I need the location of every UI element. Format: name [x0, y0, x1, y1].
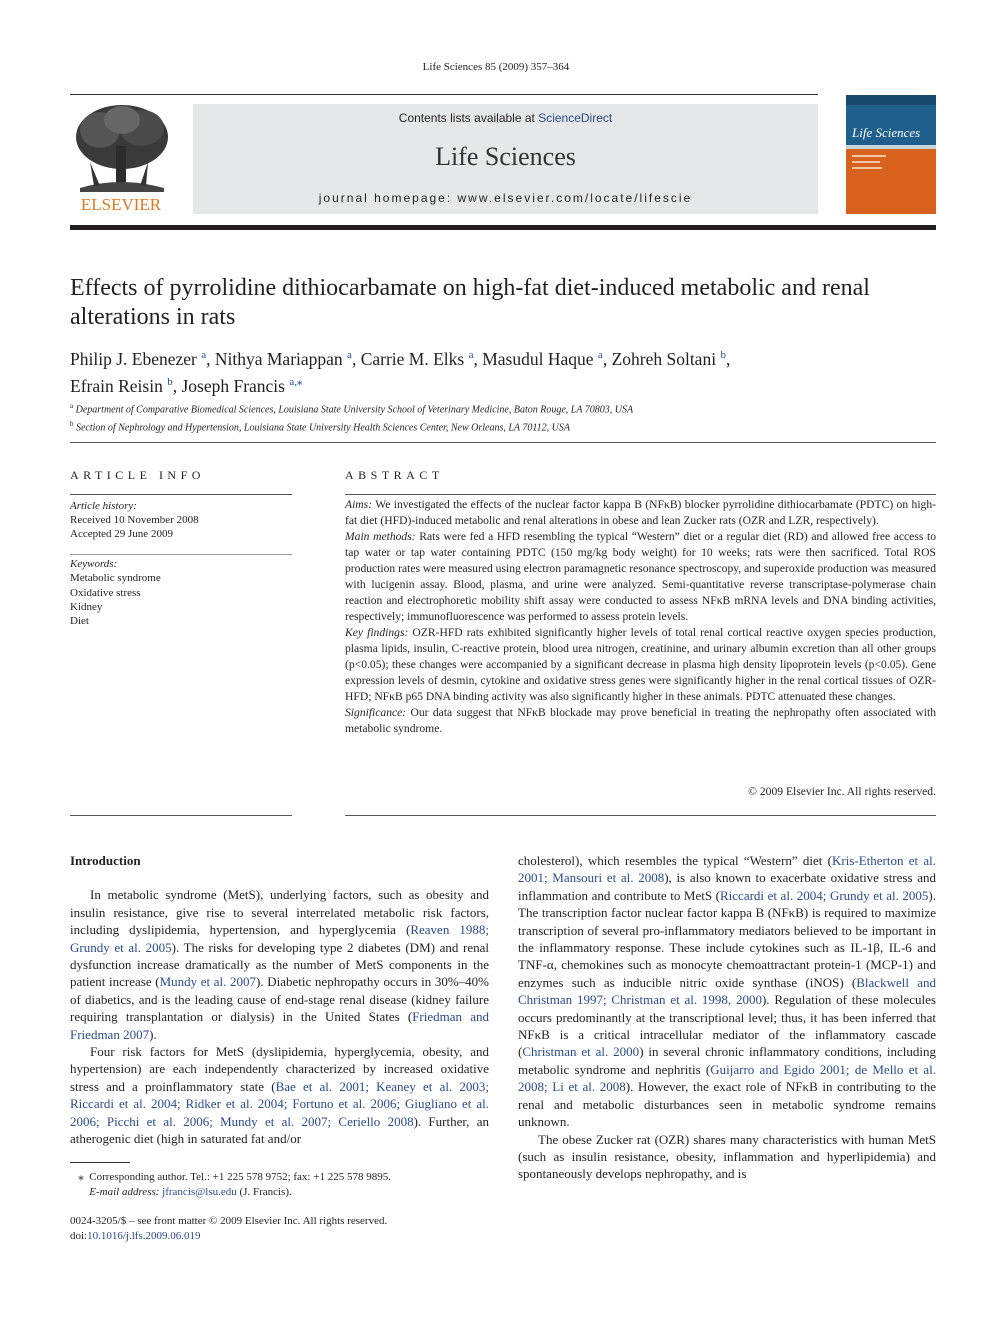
abstract-findings: Key findings: OZR-HFD rats exhibited significantly higher levels of total renal cortical reactive oxygen species production, plasma lipids, insulin, C-reactive protein, blood urea nitrogen, creatinine, and urinary albumin excretion than all other groups (p<0.05); these changes were accompanied by a significant decrease in plasma high density lipoprotein levels (p<0.05). Gene expression levels of desmin, cytokine and oxidative stress genes were significantly higher in the renal cortical tissues of OZR-HFD; NFκB p65 DNA binding activity was also significantly higher in these animals. PDTC attenuated these changes. [345, 626, 936, 703]
affiliations [70, 399, 940, 436]
citation-link[interactable]: Blackwell and Christman 1997; Christman et al. 1998, 2000 [518, 974, 936, 1008]
doi-link[interactable]: 10.1016/j.lfs.2009.06.019 [87, 1230, 201, 1242]
contents-prefix: Contents lists available at [398, 111, 539, 125]
author[interactable]: Masudul Haque $^a$ [482, 348, 603, 369]
citation-link[interactable]: Kris-Etherton et al. 2001; Mansouri et al. 2008 [518, 853, 936, 886]
affiliation-a: $^a$ Department of Comparative Biomedical Sciences, Louisiana State University School of Veterinary Medicine, Baton Rouge, LA 70803, USA [70, 402, 634, 416]
journal-header-box [193, 104, 818, 214]
keywords-label: Keywords: [70, 558, 118, 570]
abstract-text [345, 497, 936, 737]
keyword: Diet [70, 615, 89, 628]
footnote-rule [70, 1162, 130, 1163]
author[interactable]: Zohreh Soltani $^b$ [611, 348, 726, 369]
article-history [70, 499, 292, 541]
received-date: Received 10 November 2008 [70, 514, 199, 526]
corresponding-author-line: ⁎ Corresponding author. Tel.: +1 225 578 9752; fax: +1 225 578 9895. [70, 1171, 391, 1183]
issn-line: 0024-3205/$ – see front matter © 2009 Elsevier Inc. All rights reserved. [70, 1215, 388, 1227]
affiliation-b: $^b$ Section of Nephrology and Hypertension, Louisiana State University Health Sciences Center, New Orleans, LA 70112, USA [70, 420, 570, 434]
history-label: Article history: [70, 500, 137, 512]
abstract-aims: Aims: We investigated the effects of the nuclear factor kappa B (NFκB) blocker pyrrolidine dithiocarbamate (PDTC) on high-fat diet (HFD)-induced metabolic and renal alterations in obese and lean Zucker rats (OZR and LZR, respectively). [345, 498, 936, 527]
citation-link[interactable]: Mundy et al. 2007 [159, 974, 257, 990]
keywords [70, 557, 292, 628]
citation-link[interactable]: Guijarro and Egido 2001; de Mello et al. 2008; Li et al. 2008 [518, 1061, 936, 1095]
elsevier-tree-icon [70, 102, 172, 214]
section-heading-introduction: Introduction [70, 853, 141, 868]
info-top-rule [70, 442, 936, 443]
keyword: Oxidative stress [70, 586, 141, 599]
body-column-left [70, 852, 489, 1148]
abstract-methods: Main methods: Rats were fed a HFD resembling the typical “Western” diet or a regular diet (RD) and allowed free access to tap water or tap water containing PDTC (150 mg/kg body weight) for 10 weeks; rats were then sacrificed. Total ROS production rates were measured using electron paramagnetic resonance spectroscopy, and superoxide production was measured with lucigenin assay. Blood, plasma, and urine were analyzed. Semi-quantitative reverse transcriptase-polymerase chain reaction and electrophoretic mobility shift assay were conducted to assess NFκB mRNA levels and DNA binding activities, respectively; immunofluorescence was performed to assess protein levels. [345, 530, 936, 623]
author[interactable]: Philip J. Ebenezer $^a$ [70, 348, 207, 369]
copyright: © 2009 Elsevier Inc. All rights reserved. [748, 785, 936, 798]
abstract-heading: ABSTRACT [345, 468, 444, 482]
article-info-bottom-rule [70, 815, 292, 816]
journal-citation: Life Sciences 85 (2009) 357–364 [422, 61, 570, 73]
keyword: Kidney [70, 600, 103, 613]
paragraph: The obese Zucker rat (OZR) shares many characteristics with human MetS (such as insulin resistance, obesity, inflammation and hyperlipidemia) and spontaneously develops nephropathy, and is [518, 1131, 936, 1182]
elsevier-logo[interactable] [70, 102, 172, 214]
citation-link[interactable]: Riccardi et al. 2004; Grundy et al. 2005 [720, 887, 929, 903]
article-info-rule [70, 494, 292, 495]
author-list: Philip J. Ebenezer $^a$, Nithya Mariappan $^a$, Carrie M. Elks $^a$, Masudul Haque $^a$, Zohreh Soltani $^b$, Efrain Reisin $^b$, Joseph Francis $^{a,⁎}$ [70, 348, 731, 396]
cover-title: Life Sciences [852, 125, 921, 140]
body-column-right [518, 852, 936, 1183]
article-info-heading: ARTICLE INFO [70, 468, 205, 482]
author[interactable]: Efrain Reisin $^b$ [70, 375, 173, 396]
author[interactable]: Nithya Mariappan $^a$ [214, 348, 352, 369]
elsevier-wordmark: ELSEVIER [80, 195, 162, 214]
email-line: E-mail address: jfrancis@lsu.edu (J. Francis). [89, 1186, 292, 1198]
history-rule [70, 554, 292, 555]
citation-link[interactable]: Bae et al. 2001; Keaney et al. 2003; Riccardi et al. 2004; Ridker et al. 2004; Fortuno et al. 2006; Giugliano et al. 2006; Picchi et al. 2006; Mundy et al. 2007; Ceriello 2008 [70, 1078, 489, 1129]
paragraph: In metabolic syndrome (MetS), underlying factors, such as obesity and insulin resistance, give rise to several interrelated metabolic risk factors, including dyslipidemia, hypertension, and hyperglycemia (Reaven 1988; Grundy et al. 2005). The risks for developing type 2 diabetes (DM) and renal dysfunction increase dramatically as the number of MetS components in the patient increase (Mundy et al. 2007). Diabetic nephropathy occurs in 30%–40% of diabetics, and is the leading cause of end-stage renal disease (kidney failure requiring transplantation or dialysis) in the United States (Friedman and Friedman 2007). [70, 887, 490, 1042]
author[interactable]: Joseph Francis $^{a,⁎}$ [181, 375, 303, 396]
doi-line: doi:10.1016/j.lfs.2009.06.019 [70, 1230, 201, 1242]
author[interactable]: Carrie M. Elks $^a$ [360, 348, 474, 369]
email-link[interactable]: jfrancis@lsu.edu [162, 1186, 237, 1198]
paragraph: cholesterol), which resembles the typical “Western” diet (Kris-Etherton et al. 2001; Mansouri et al. 2008), is also known to exacerbate oxidative stress and inflammation and contribute to MetS (Riccardi et al. 2004; Grundy et al. 2005). The transcription factor nuclear factor kappa B (NFκB) is required to maximize transcription of several pro-inflammatory mediators believed to be important in the inflammatory response. These include cytokines such as IL-1β, IL-6 and TNF-α, chemokines such as monocyte chemoattractant protein-1 (MCP-1) and enzymes such as inducible nitric oxide synthase (iNOS) (Blackwell and Christman 1997; Christman et al. 1998, 2000). Regulation of these molecules occurs predominantly at the transcriptional level; thus, it has been inferred that NFκB is a critical intracellular mediator of the inflammatory cascade (Christman et al. 2000) in several chronic inflammatory conditions, including metabolic syndrome and nephritis (Guijarro and Egido 2001; de Mello et al. 2008; Li et al. 2008). However, the exact role of NFκB in contributing to the renal and metabolic disturbances seen in metabolic syndrome remains unknown. [518, 853, 936, 1130]
sciencedirect-link[interactable]: ScienceDirect [538, 111, 613, 125]
header-top-rule [70, 94, 818, 95]
front-matter [70, 1214, 489, 1244]
abstract-bottom-rule [345, 815, 936, 816]
journal-name: Life Sciences [435, 142, 576, 171]
contents-line [193, 111, 818, 125]
article-title: Effects of pyrrolidine dithiocarbamate on high-fat diet-induced metabolic and renal alterations in rats [70, 275, 870, 330]
header-rule [70, 225, 936, 230]
journal-homepage[interactable]: journal homepage: www.elsevier.com/locate/lifescie [318, 191, 693, 205]
citation-link[interactable]: Christman et al. 2000 [522, 1044, 640, 1060]
accepted-date: Accepted 29 June 2009 [70, 528, 173, 540]
citation-link[interactable]: Friedman and Friedman 2007 [70, 1009, 489, 1042]
corresponding-author-footnote [70, 1170, 489, 1200]
abstract-significance: Significance: Our data suggest that NFκB blockade may prove beneficial in treating the nephropathy often associated with metabolic syndrome. [345, 706, 936, 735]
journal-cover-image[interactable] [846, 95, 936, 214]
abstract-rule [345, 494, 936, 495]
paragraph: Four risk factors for MetS (dyslipidemia, hyperglycemia, obesity, and hypertension) are each independently characterized by increased oxidative stress and a proinflammatory state (Bae et al. 2001; Keaney et al. 2003; Riccardi et al. 2004; Ridker et al. 2004; Fortuno et al. 2006; Giugliano et al. 2006; Picchi et al. 2006; Mundy et al. 2007; Ceriello 2008). Further, an atherogenic diet (high in saturated fat and/or [70, 1044, 489, 1147]
keyword: Metabolic syndrome [70, 572, 161, 585]
citation-link[interactable]: Reaven 1988; Grundy et al. 2005 [70, 922, 489, 955]
